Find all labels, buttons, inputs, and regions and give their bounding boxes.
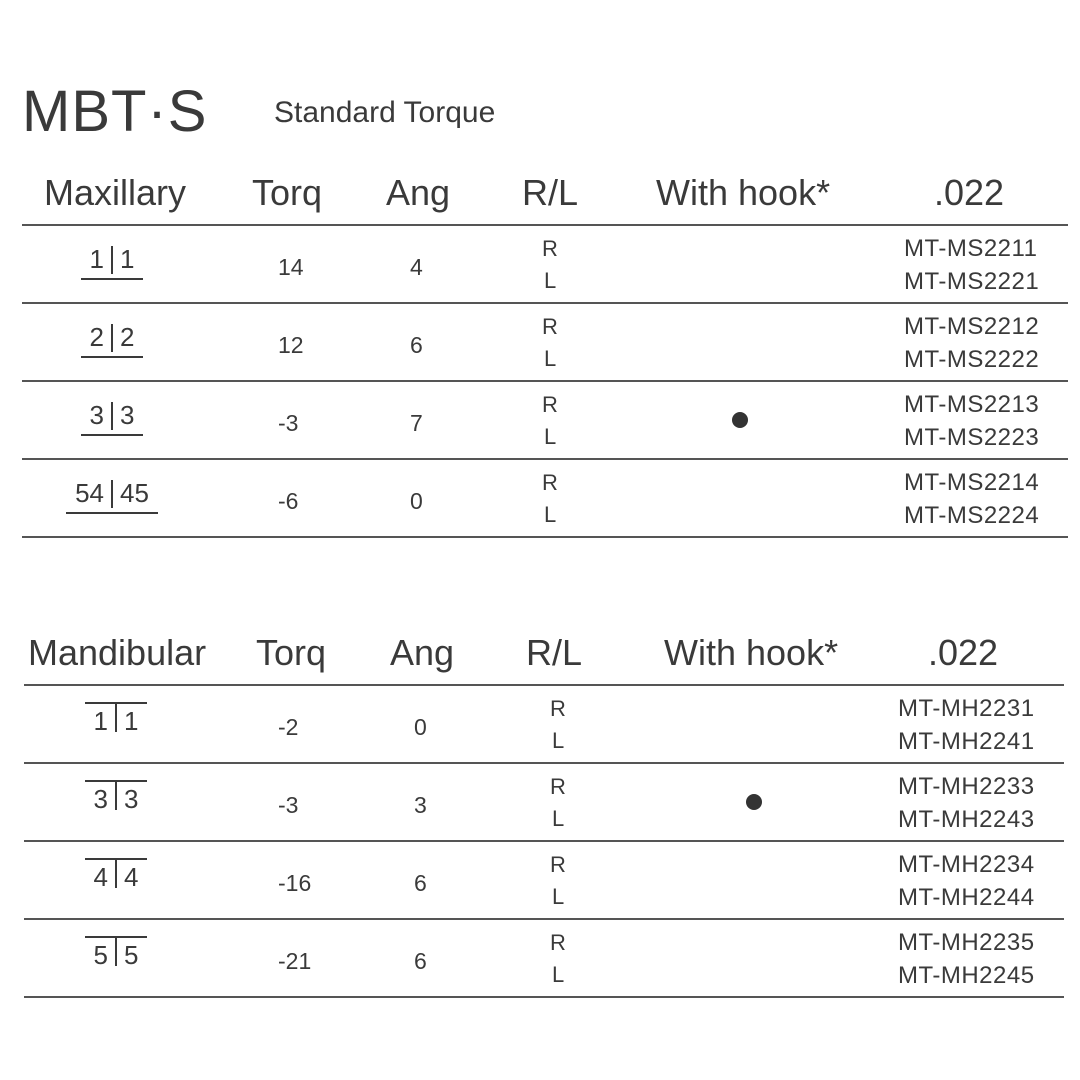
side-l: L [544,502,557,527]
side-r: R [550,930,566,955]
tooth-left: 3 [93,784,108,814]
part-code-r: MT-MS2214 [904,469,1040,496]
tooth-notation [81,240,143,280]
hook-indicator-icon [732,412,748,428]
part-code-l: MT-MH2245 [898,962,1035,989]
torq-value: -16 [278,870,312,896]
tooth-right: 3 [124,784,139,814]
tooth-right: 4 [124,862,139,892]
side-r: R [542,236,558,261]
side-l: L [552,728,565,753]
ang-value: 7 [410,410,423,436]
ang-value: 3 [414,792,427,818]
side-r: R [550,852,566,877]
ang-value: 4 [410,254,423,280]
tooth-baseline [81,356,143,358]
torq-value: 14 [278,254,304,280]
tooth-right: 1 [124,706,139,736]
side-r: R [542,314,558,339]
header-tooth: Maxillary [44,172,187,213]
title-row [22,78,722,148]
ang-value: 0 [414,714,427,740]
tooth-divider [115,782,117,810]
part-code-r: MT-MH2234 [898,851,1035,878]
tooth-left: 5 [93,940,108,970]
side-l: L [544,268,557,293]
tooth-left: 2 [89,322,104,352]
tooth-notation [85,858,147,898]
part-code-l: MT-MS2222 [904,346,1040,373]
tooth-baseline [81,434,143,436]
torq-value: -21 [278,948,312,974]
torq-value: 12 [278,332,304,358]
tooth-notation [81,396,143,436]
side-l: L [544,346,557,371]
ang-value: 6 [410,332,423,358]
tooth-left: 1 [89,244,104,274]
part-code-l: MT-MH2244 [898,884,1035,911]
side-l: L [552,962,565,987]
tooth-divider [115,860,117,888]
ang-value: 6 [414,870,427,896]
part-code-l: MT-MS2223 [904,424,1040,451]
tooth-notation [66,474,158,514]
part-code-l: MT-MS2224 [904,502,1040,529]
table-row [24,764,1064,842]
maxillary-table [22,170,1068,538]
header-torq: Torq [256,632,327,673]
header-ang: Ang [386,172,451,213]
tooth-right: 2 [120,322,135,352]
header-size: .022 [928,632,999,673]
tooth-divider [111,246,113,274]
tooth-right: 5 [124,940,139,970]
part-code-l: MT-MS2221 [904,268,1040,295]
table-row [24,920,1064,998]
table-row [24,686,1064,764]
header-rl: R/L [526,632,583,673]
side-l: L [544,424,557,449]
tooth-notation [85,780,147,820]
tooth-baseline [85,702,147,704]
header-size: .022 [934,172,1005,213]
hook-indicator-icon [746,794,762,810]
table-row [22,304,1068,382]
tooth-left: 3 [89,400,104,430]
part-code-l: MT-MH2243 [898,806,1035,833]
part-code-r: MT-MS2211 [904,235,1038,262]
side-r: R [550,774,566,799]
tooth-divider [115,704,117,732]
side-r: R [550,696,566,721]
part-code-r: MT-MH2233 [898,773,1035,800]
torq-value: -6 [278,488,299,514]
tooth-left: 1 [93,706,108,736]
tooth-baseline [85,858,147,860]
tooth-right: 45 [120,478,149,508]
torq-value: -3 [278,410,299,436]
tooth-divider [111,324,113,352]
tooth-divider [111,402,113,430]
header-tooth: Mandibular [28,632,207,673]
header-hook: With hook* [664,632,839,673]
side-l: L [552,806,565,831]
tooth-baseline [81,278,143,280]
tooth-left: 54 [75,478,104,508]
tooth-right: 3 [120,400,135,430]
header-hook: With hook* [656,172,831,213]
side-l: L [552,884,565,909]
tooth-baseline [85,936,147,938]
tooth-divider [111,480,113,508]
tooth-right: 1 [120,244,135,274]
side-r: R [542,392,558,417]
tooth-baseline [66,512,158,514]
part-code-r: MT-MS2212 [904,313,1040,340]
tooth-left: 4 [93,862,108,892]
table-header [24,630,1064,686]
ang-value: 6 [414,948,427,974]
table-row [22,460,1068,538]
side-r: R [542,470,558,495]
header-rl: R/L [522,172,579,213]
ang-value: 0 [410,488,423,514]
tooth-baseline [85,780,147,782]
table-row [22,226,1068,304]
part-code-r: MT-MH2235 [898,929,1035,956]
table-row [22,382,1068,460]
mandibular-table [24,630,1064,998]
torq-value: -3 [278,792,299,818]
header-torq: Torq [252,172,323,213]
table-header [22,170,1068,226]
page-title: MBT·S [22,79,208,144]
torq-value: -2 [278,714,299,740]
tooth-notation [85,702,147,742]
tooth-notation [81,318,143,358]
part-code-r: MT-MS2213 [904,391,1040,418]
page-subtitle: Standard Torque [274,96,496,129]
tooth-notation [85,936,147,976]
part-code-l: MT-MH2241 [898,728,1035,755]
tooth-divider [115,938,117,966]
part-code-r: MT-MH2231 [898,695,1035,722]
table-row [24,842,1064,920]
header-ang: Ang [390,632,455,673]
